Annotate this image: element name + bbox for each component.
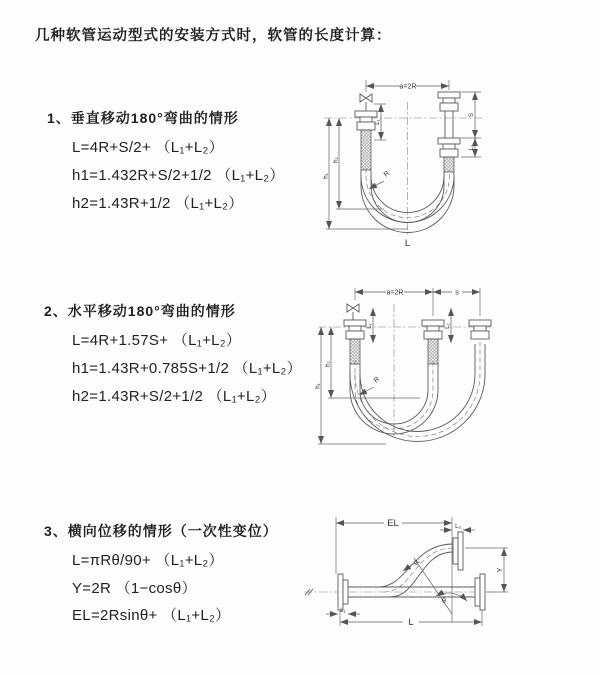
dim-l1: [326, 607, 360, 614]
page-title: 几种软管运动型式的安装方式时，软管的长度计算：: [35, 28, 392, 44]
dim-label-h1: h₁: [314, 383, 322, 389]
dim-label-theta: θ: [442, 598, 446, 605]
dim-l2: [440, 523, 475, 530]
dim-label-l-bottom: L: [404, 238, 411, 249]
dim-label-y: Y: [497, 567, 504, 573]
dim-l1: [366, 308, 373, 343]
left-flange-connector: [344, 320, 366, 364]
dim-label-h2: h₂: [332, 157, 340, 163]
section-3-formula-L: L=πRθ/90+ （L₁+L₂）: [72, 552, 224, 569]
section-2-formula-h2: h2=1.43R+S/2+1/2 （L₁+L₂）: [72, 388, 277, 405]
section-2-formula-L: L=4R+1.57S+ （L₁+L₂）: [72, 332, 242, 349]
centerlines: [324, 102, 484, 236]
valve-icon: [347, 304, 359, 320]
section-1-formula-h2: h2=1.43R+1/2 （L₁+L₂）: [72, 195, 244, 212]
dim-l2: [444, 308, 451, 343]
dim-a2r-s: [355, 288, 480, 316]
section-1-formula-h1: h1=1.432R+S/2+1/2 （L₁+L₂）: [72, 167, 285, 184]
section-3-formula-Y: Y=2R （1−cosθ）: [72, 580, 197, 597]
left-flange-connector: [338, 574, 348, 610]
section-2-formula-h1: h1=1.43R+0.785S+1/2 （L₁+L₂）: [72, 360, 302, 377]
dim-y: [465, 548, 508, 592]
middle-flange-connector: [422, 320, 444, 364]
dim-a2r: [366, 80, 449, 92]
right-flange-connector: [469, 320, 491, 339]
centerlines: [304, 589, 496, 595]
dim-label-l1: L₁: [340, 607, 346, 614]
dim-label-l: L: [408, 617, 414, 628]
dim-label-h2: h₂: [324, 361, 332, 367]
dim-label-l2: L₂: [444, 323, 451, 329]
dim-label-l1: L₁: [374, 119, 381, 125]
hose-curves: [350, 342, 485, 441]
dim-label-a2r: a=2R: [386, 289, 404, 297]
dim-el: [336, 517, 452, 622]
dim-label-l2: L₂: [468, 144, 475, 151]
dim-h1-h2: [315, 327, 421, 444]
right-flange-connector: [438, 92, 460, 172]
dim-label-el: EL: [387, 518, 399, 529]
dim-l1: [374, 104, 386, 140]
dim-label-h1: h₁: [322, 173, 330, 179]
dim-label-r: R: [372, 375, 382, 385]
section-1-formula-L: L=4R+S/2+ （L₁+L₂）: [72, 139, 224, 156]
dim-label-s: S: [468, 112, 475, 118]
section-3-heading: 3、横向位移的情形（一次性变位）: [44, 523, 278, 539]
valve-icon: [360, 94, 372, 111]
section-3-formula-EL: EL=2Rsinθ+ （L₁+L₂）: [72, 607, 231, 624]
dim-l: [340, 610, 482, 628]
dim-label-s: s: [455, 289, 459, 297]
lateral-displacement-diagram: [300, 512, 515, 637]
dim-label-l2: L₂: [455, 523, 461, 530]
horizontal-180-bend-diagram: [316, 286, 506, 456]
dim-s-l2: [461, 92, 481, 157]
dim-label-l1: L₁: [366, 323, 373, 329]
dim-label-r: R: [382, 169, 392, 179]
section-1-heading: 1、垂直移动180°弯曲的情形: [47, 110, 239, 126]
dim-label-r: R: [412, 558, 422, 568]
vertical-180-bend-diagram: [322, 76, 497, 256]
dim-label-a2r: a=2R: [399, 83, 417, 91]
section-2-heading: 2、水平移动180°弯曲的情形: [44, 303, 236, 319]
